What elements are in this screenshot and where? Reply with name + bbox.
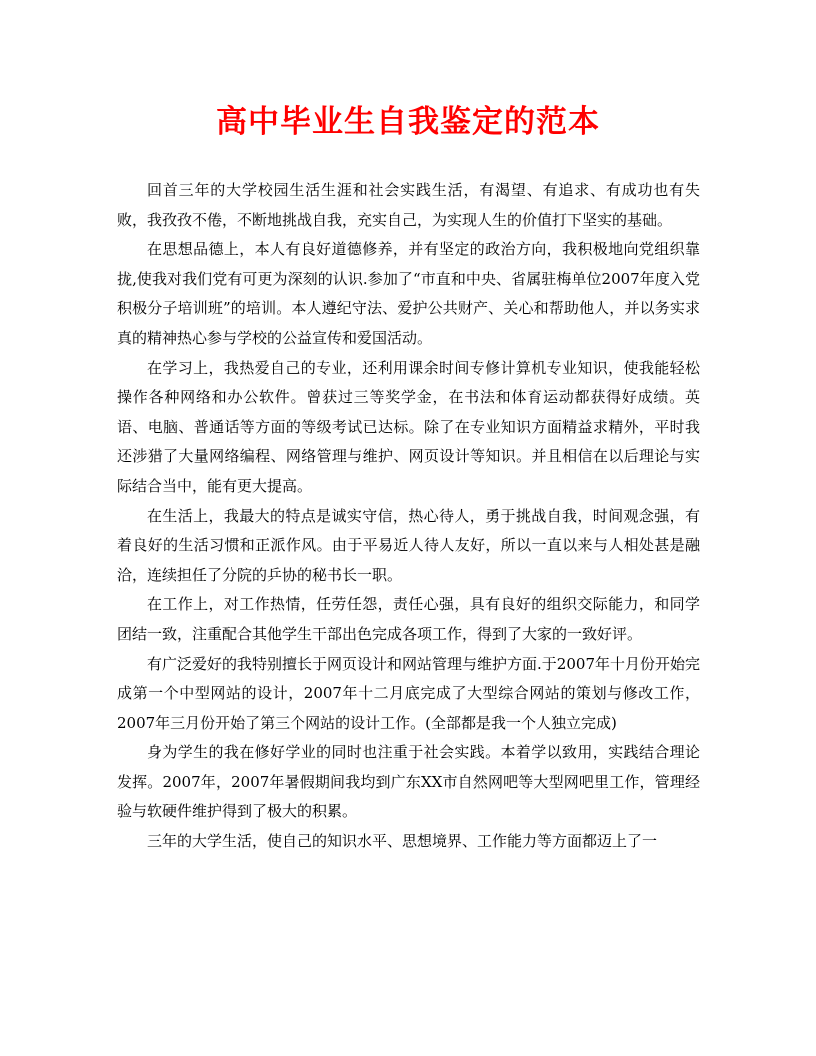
paragraph: 在生活上，我最大的特点是诚实守信，热心待人，勇于挑战自我，时间观念强，有着良好的生活习惯和正派作风。由于平易近人待人友好，所以一直以来与人相处甚是融洽，连续担任了分院的乒协的秘书长一职。 xyxy=(117,506,700,584)
paragraph: 回首三年的大学校园生活生涯和社会实践生活，有渴望、有追求、有成功也有失败，我孜孜不倦，不断地挑战自我，充实自己，为实现人生的价值打下坚实的基础。 xyxy=(117,181,700,229)
paragraph: 在工作上，对工作热情，任劳任怨，责任心强，具有良好的组织交际能力，和同学团结一致，注重配合其他学生干部出色完成各项工作，得到了大家的一致好评。 xyxy=(117,595,700,643)
paragraph: 有广泛爱好的我特别擅长于网页设计和网站管理与维护方面.于2007年十月份开始完成第一个中型网站的设计，2007年十二月底完成了大型综合网站的策划与修改工作，2007年三月份开始了第三个网站的设计工作。(全部都是我一个人独立完成) xyxy=(117,654,700,732)
document-title: 高中毕业生自我鉴定的范本 xyxy=(216,104,600,140)
document-body xyxy=(117,176,700,857)
paragraph: 在思想品德上，本人有良好道德修养，并有坚定的政治方向，我积极地向党组织靠拢,使我对我们党有可更为深刻的认识.参加了“市直和中央、省属驻梅单位2007年度入党积极分子培训班”的培训。本人遵纪守法、爱护公共财产、关心和帮助他人，并以务实求真的精神热心参与学校的公益宣传和爱国活动。 xyxy=(117,240,700,347)
paragraph: 三年的大学生活，使自己的知识水平、思想境界、工作能力等方面都迈上了一 xyxy=(147,832,658,851)
paragraph: 身为学生的我在修好学业的同时也注重于社会实践。本着学以致用，实践结合理论发挥。2007年，2007年暑假期间我均到广东XX市自然网吧等大型网吧里工作，管理经验与软硬件维护得到了极大的积累。 xyxy=(117,743,700,821)
paragraph: 在学习上，我热爱自己的专业，还利用课余时间专修计算机专业知识，使我能轻松操作各种网络和办公软件。曾获过三等奖学金，在书法和体育运动都获得好成绩。英语、电脑、普通话等方面的等级考试已达标。除了在专业知识方面精益求精外，平时我还涉猎了大量网络编程、网络管理与维护、网页设计等知识。并且相信在以后理论与实际结合当中，能有更大提高。 xyxy=(117,358,700,495)
